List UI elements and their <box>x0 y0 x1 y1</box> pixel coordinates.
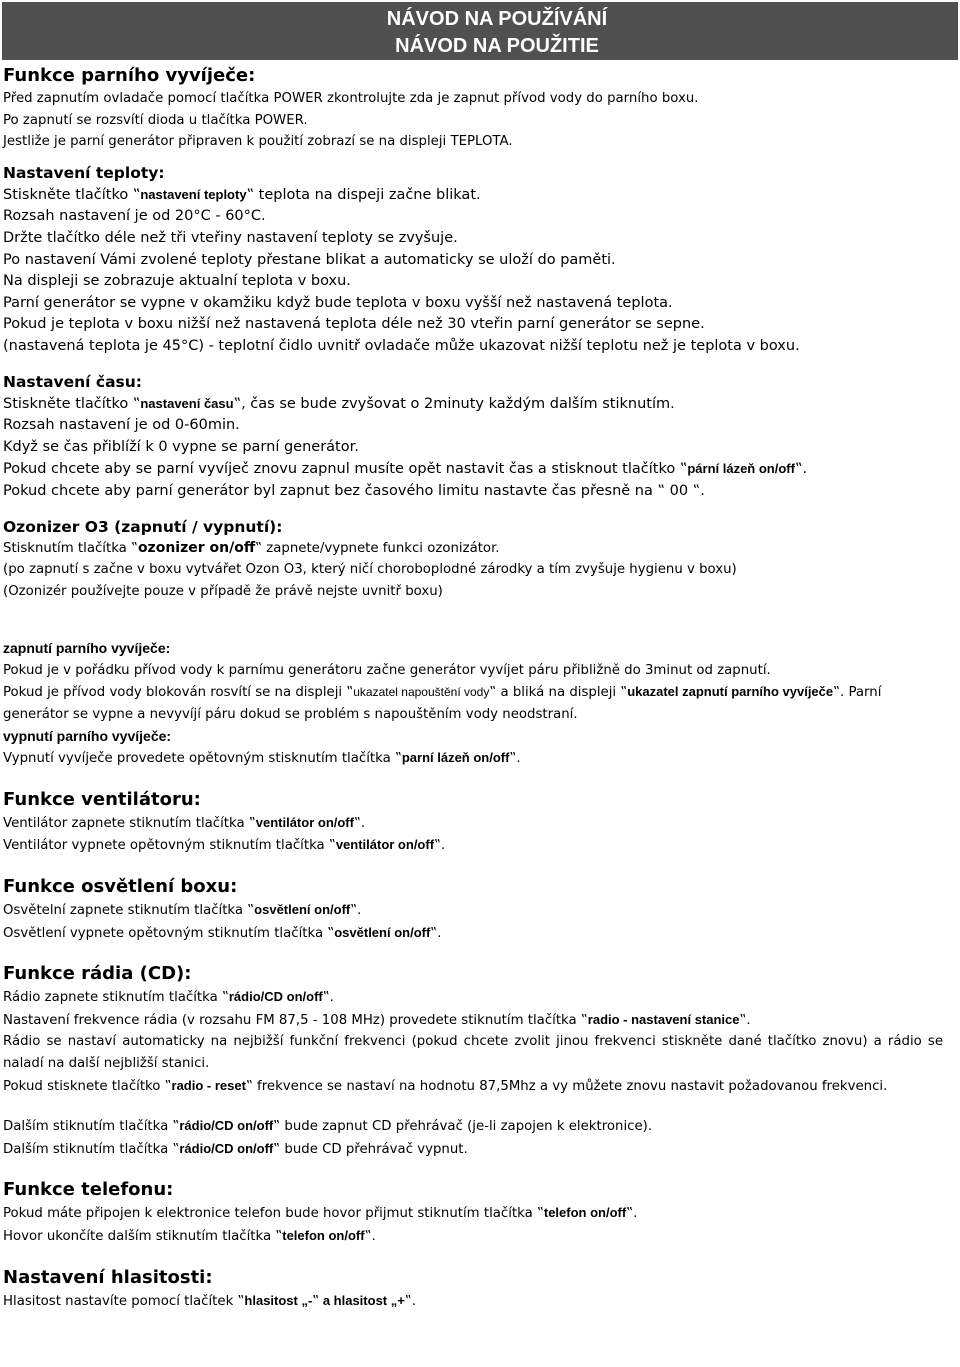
text-line: (po zapnutí s začne v boxu vytvářet Ozon O3, který ničí choroboplodné zárodky a tím zvyšuje hygienu v boxu) <box>3 562 737 578</box>
section-radio <box>3 962 943 1160</box>
text-line: Rádio zapnete stiknutím tlačítka ‟rádio/CD on/off‟. <box>3 989 334 1006</box>
button-label: hlasitost „- <box>244 1292 313 1308</box>
text-line: Po nastavení Vámi zvolené teploty přestane blikat a automaticky se uloží do paměti. <box>3 251 616 268</box>
text-line: Dalším stiknutím tlačítka ‟rádio/CD on/off‟ bude CD přehrávač vypnut. <box>3 1140 468 1157</box>
section-heading: zapnutí parního vyvíječe: <box>3 640 171 657</box>
text-line: Pokud chcete aby parní generátor byl zapnut bez časového limitu nastavte čas přesně na ‟ 00 ‟. <box>3 482 705 499</box>
button-label: parní lázeň on/off <box>401 750 510 766</box>
text-line: Po zapnutí se rozsvítí dioda u tlačítka POWER. <box>3 112 308 128</box>
header-bar <box>2 2 958 60</box>
text-line: Pokud chcete aby se parní vyvíječ znovu zapnul musíte opět nastavit čas a stisknout tlačítko ‟pární lázeň on/off‟. <box>3 461 808 478</box>
text-line: Dalším stiknutím tlačítka ‟rádio/CD on/off‟ bude zapnut CD přehrávač (je-li zapojen k elektronice). <box>3 1118 653 1135</box>
section-generator <box>3 638 943 770</box>
section-heading: Nastavení teploty: <box>3 163 165 182</box>
text-line: Ventilátor zapnete stiknutím tlačítka ‟ventilátor on/off‟. <box>3 814 366 831</box>
text-line: Rozsah nastavení je od 0-60min. <box>3 417 240 434</box>
manual-content <box>3 64 943 1312</box>
text-line: Hovor ukončíte dalším stiknutím tlačítka ‟telefon on/off‟. <box>3 1227 376 1244</box>
header-title-cz: NÁVOD NA POUŽÍVÁNÍ <box>386 8 608 30</box>
button-label: telefon on/off <box>543 1205 627 1221</box>
text-line: (Ozonizér používejte pouze v případě že právě nejste uvnitř boxu) <box>3 583 443 599</box>
text-line: Před zapnutím ovladače pomocí tlačítka POWER zkontrolujte zda je zapnut přívod vody do parního boxu. <box>3 91 699 106</box>
text-line: Osvětlení vypnete opětovným stiknutím tlačítka ‟osvětlení on/off‟. <box>3 924 442 941</box>
section-heading: Funkce ventilátoru: <box>3 788 201 810</box>
text-line: Parní generátor se vypne v okamžiku když bude teplota v boxu vyšší než nastavená teplota. <box>3 294 673 311</box>
button-label: ventilátor on/off <box>255 814 354 830</box>
text-line: Rádio se nastaví automaticky na nejbižší funkční frekvenci (pokud chcete zvolit jinou frekvenci stiskněte dané tlačítko znovu) a rádio se naladí na další nejbližší stanici. <box>3 1034 943 1071</box>
text-line: Osvětelní zapnete stiknutím tlačítka ‟osvětlení on/off‟. <box>3 902 362 919</box>
section-heading: Nastavení hlasitosti: <box>3 1266 213 1288</box>
text-line: Stiskněte tlačítko ‟nastavení teploty‟ teplota na dispeji začne blikat. <box>3 186 481 203</box>
section-steam <box>3 64 943 153</box>
section-heading: Ozonizer O3 (zapnutí / vypnutí): <box>3 517 283 536</box>
button-label: ukazatel zapnutí parního vyvíječe <box>627 684 834 700</box>
text-line: Hlasitost nastavíte pomocí tlačítek ‟hlasitost „-‟ a hlasitost „+‟. <box>3 1292 416 1309</box>
button-label: ukazatel napouštění vody <box>353 685 490 700</box>
section-heading: Funkce rádia (CD): <box>3 963 192 985</box>
button-label: nastavení teploty <box>140 186 247 202</box>
section-phone <box>3 1178 943 1247</box>
text-line: Stisknutím tlačítka ‟ozonizer on/off‟ zapnete/vypnete funkci ozonizátor. <box>3 539 500 556</box>
text-line: Jestliže je parní generátor připraven k použití zobrazí se na displeji TEPLOTA. <box>3 134 513 150</box>
button-label: radio - reset <box>171 1077 246 1093</box>
button-label: rádio/CD on/off <box>228 989 323 1005</box>
button-label: ozonizer on/off <box>137 539 256 556</box>
button-label: telefon on/off <box>282 1227 365 1243</box>
section-fan <box>3 788 943 857</box>
button-label: ventilátor on/off <box>335 837 435 853</box>
section-temperature <box>3 163 943 358</box>
section-heading: Funkce telefonu: <box>3 1179 174 1201</box>
section-heading: Funkce parního vyvíječe: <box>3 65 256 86</box>
text-line: Stiskněte tlačítko ‟nastavení času‟, čas se bude zvyšovat o 2minuty každým dalším stiknutím. <box>3 395 675 412</box>
button-label: rádio/CD on/off <box>179 1118 274 1134</box>
button-label: osvětlení on/off <box>334 924 431 940</box>
section-heading: Funkce osvětlení boxu: <box>3 876 238 898</box>
text-line: Rozsah nastavení je od 20°C - 60°C. <box>3 208 266 225</box>
text-line: Pokud stisknete tlačítko ‟radio - reset‟ frekvence se nastaví na hodnotu 87,5Mhz a vy můžete znovu nastavit požadovanou frekvenci. <box>3 1077 888 1094</box>
button-label: pární lázeň on/off <box>687 461 795 477</box>
text-line: Pokud je v pořádku přívod vody k parnímu generátoru začne generátor vyvíjet páru přibližně do 3minut od zapnutí. <box>3 662 771 678</box>
text-line: (nastavená teplota je 45°C) - teplotní čidlo uvnitř ovladače může ukazovat nižší teplotu než je teplota v boxu. <box>3 337 800 354</box>
text-line: Ventilátor vypnete opětovným stiknutím tlačítka ‟ventilátor on/off‟. <box>3 837 446 854</box>
section-time <box>3 372 943 503</box>
section-light <box>3 875 943 944</box>
text-line: Držte tlačítko déle než tři vteřiny nastavení teploty se zvyšuje. <box>3 229 458 246</box>
text-line: Nastavení frekvence rádia (v rozsahu FM 87,5 - 108 MHz) provedete stiknutím tlačítka ‟radio - nastavení stanice‟. <box>3 1011 751 1028</box>
button-label: osvětlení on/off <box>254 902 351 918</box>
section-heading: Nastavení času: <box>3 372 142 391</box>
text-line: Pokud je přívod vody blokován rosvítí se na displeji ‟ukazatel napouštění vody‟ a bliká na displeji ‟ukazatel zapnutí parního vyvíječe‟. Parní generátor se vypne a nevyvíjí páru dokud se problém s napouštěním vody neodstraní. <box>3 684 882 723</box>
section-heading: vypnutí parního vyvíječe: <box>3 727 172 744</box>
button-label: radio - nastavení stanice <box>587 1011 740 1027</box>
text-line: Pokud máte připojen k elektronice telefon bude hovor přijmut stiknutím tlačítka ‟telefon on/off‟. <box>3 1205 638 1222</box>
button-label: rádio/CD on/off <box>179 1140 274 1156</box>
section-volume <box>3 1266 943 1313</box>
section-ozone <box>3 517 943 603</box>
button-label: nastavení času <box>140 395 234 411</box>
text-line: Pokud je teplota v boxu nižší než nastavená teplota déle než 30 vteřin parní generátor se sepne. <box>3 316 705 333</box>
text-line: Vypnutí vyvíječe provedete opětovným stisknutím tlačítka ‟parní lázeň on/off‟. <box>3 750 521 767</box>
button-label: hlasitost „+ <box>333 1292 405 1308</box>
text-line: Na displeji se zobrazuje aktualní teplota v boxu. <box>3 273 351 290</box>
header-title-sk: NÁVOD NA POUŽITIE <box>395 35 599 57</box>
text-line: Když se čas přiblíží k 0 vypne se parní generátor. <box>3 438 359 455</box>
